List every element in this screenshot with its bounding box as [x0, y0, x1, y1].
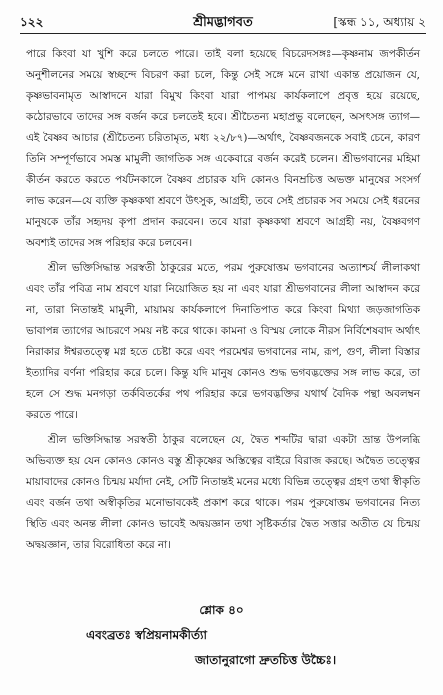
page-body [26, 44, 420, 556]
page-header [20, 12, 426, 32]
verse-line-1: এবংব্রতঃ স্বপ্রিয়নামকীর্ত্যা [86, 628, 207, 642]
paragraph-1-text: পারে কিংবা যা খুশি করে চলতে পারে। তাই বলা হয়েছে বিচরেদসঙ্গঃ—কৃষ্ণনাম জপকীর্তন অনুশীলনের সময়ে স্বচ্ছন্দে বিচরণ করা চলে, কিন্তু সেই সঙ্গে মনে রাখা একান্ত প্রয়োজন যে, কৃষ্ণভাবনামৃত আস্বাদনে যারা বিমুখ কিংবা যারা পাপময় কার্যকলাপে প্রবৃত্ত হয়ে রয়েছে, কঠোরভাবে তাদের সঙ্গ বর্জন করে চলতেই হবে। শ্রীচৈতন্য মহাপ্রভু বলেছেন, অসৎসঙ্গ ত্যাগ—এই বৈষ্ণব আচার (শ্রীচৈতন্য চরিতামৃত, মধ্য ২২/৮৭)—অর্থাৎ, বৈষ্ণবজনকে সবাই চেনে, কারণ তিনি সম্পূর্ণভাবে সমস্ত মামুলী জাগতিক সঙ্গ একেবারে বর্জন করেই চলেন। শ্রীভগবানের মহিমা কীর্তন করতে করতে পর্যটনকালে বৈষ্ণব প্রচারক যদি কোনও বিনম্রচিত্ত অভক্ত মানুষের সংসর্গ লাভ করেন—যে ব্যক্তি কৃষ্ণকথা শ্রবণে উৎসুক, আগ্রহী, তবে সেই প্রচারক সব সময়ে সেই ধরনের মানুষকে তাঁর সহৃদয় কৃপা প্রদান করবেন। তবে যারা কৃষ্ণকথা শ্রবণে আগ্রহী নয়, বৈষ্ণবগণ অবশ্যই তাদের সঙ্গ পরিহার করে চলবেন। [26, 48, 420, 249]
book-title: শ্রীমদ্ভাগবত [193, 15, 253, 30]
paragraph-3 [26, 430, 420, 556]
header-rule [20, 33, 426, 34]
chapter-reference: [স্কন্ধ ১১, অধ্যায় ২ [333, 15, 426, 29]
page-number: ১২২ [20, 15, 44, 29]
paragraph-2-text: শ্রীল ভক্তিসিদ্ধান্ত সরস্বতী ঠাকুরের মতে, পরম পুরুষোত্তম ভগবানের অত্যাশ্চর্য লীলাকথা এবং তাঁর পবিত্র নাম শ্রবণে যারা নিয়োজিত হয় না এবং যারা শ্রীভগবানের লীলা আস্বাদন করে না, তারা নিতান্তই মামুলী, মায়াময় কার্যকলাপে দিনাতিপাত করে কিংবা মিথ্যা জড়জাগতিক ভাবাপন্ন ত্যাগের আচরণে সময় নষ্ট করে থাকে। কামনা ও বিস্ময় লোকে নীরস নির্বিশেষবাদ অর্থাৎ নিরাকার ঈশ্বরতত্ত্বে মগ্ন হতে চেষ্টা করে এবং পরমেশ্বর ভগবানের নাম, রূপ, গুণ, লীলা বিস্তার ইত্যাদির বর্ণনা পরিহার করে চলে। কিন্তু যদি মানুষ কোনও শুদ্ধ ভগবদ্ভক্তের সঙ্গ লাভ করে, তা হলে সে শুদ্ধ মনগড়া তর্কবিতর্কের পথ পরিহার করে ভগবদ্ভক্তির যথার্থ বৈদিক পন্থা অবলম্বন করতে পারে। [26, 262, 420, 421]
paragraph-2 [26, 258, 420, 426]
verse-number: শ্লোক ৪০ [199, 603, 244, 617]
paragraph-1 [26, 44, 420, 254]
paragraph-3-text: শ্রীল ভক্তিসিদ্ধান্ত সরস্বতী ঠাকুর বলেছেন যে, দ্বৈত শব্দটির দ্বারা একটা ভ্রান্ত উপলব্ধি অভিব্যক্ত হয় যেন কোনও কোনও বস্তু শ্রীকৃষ্ণের অস্তিত্বের বাইরে বিরাজ করছে। অদ্বৈত তত্ত্বের মায়াবাদের কোনও চিন্ময় মর্যাদা নেই, সেটি নিতান্তই মনের মধ্যে বিভিন্ন তত্ত্বের গ্রহণ তথা স্বীকৃতি এবং বর্জন তথা অস্বীকৃতির মনোভাবকেই প্রকাশ করে থাকে। পরম পুরুষোত্তম ভগবানের নিত্য স্থিতি এবং অনন্ত লীলা কোনও ভাবেই অদ্বয়জ্ঞান তথা সৃষ্টিকর্তার দ্বৈত সত্তার অতীত যে চিন্ময় অদ্বয়জ্ঞান, তার বিরোধিতা করে না। [26, 434, 420, 551]
verse-line-2: জাতানুরাগো দ্রুতচিত্ত উচ্চৈঃ। [195, 653, 337, 667]
